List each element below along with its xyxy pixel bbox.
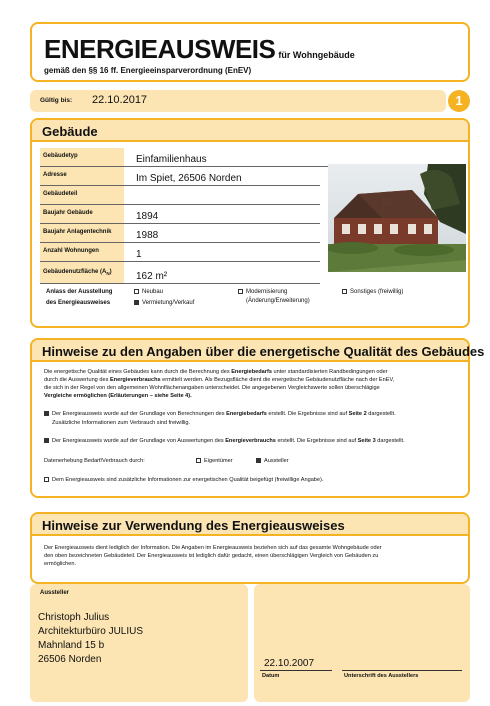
- aussteller-box: [30, 584, 248, 702]
- row-label: Baujahr Gebäude: [40, 205, 124, 223]
- checkbox-box[interactable]: [196, 458, 201, 463]
- aussteller-street: Mahnland 15 b: [38, 640, 105, 651]
- title-line: [44, 34, 355, 65]
- anlass-label: Anlass der Ausstellung des Energieausweises: [46, 289, 113, 306]
- checkbox-aussteller[interactable]: Aussteller: [256, 457, 289, 466]
- checkbox-verbrauch[interactable]: Der Energieausweis wurde auf der Grundlage von Auswertungen des Energieverbrauchs erstellt. Die Ergebnisse sind auf Seite 3 dargestellt.: [44, 437, 405, 446]
- validity-label: Gültig bis:: [40, 97, 73, 104]
- row-label: Baujahr Anlagentechnik: [40, 224, 124, 242]
- row-label: Gebäudeteil: [40, 186, 124, 204]
- checkbox-box[interactable]: [238, 289, 243, 294]
- row-anzahl-wohnungen: [40, 243, 320, 262]
- checkbox-zusatz[interactable]: Dem Energieausweis sind zusätzliche Informationen zur energetischen Qualität beigefügt (freiwillige Angabe).: [44, 476, 323, 485]
- building-photo: [328, 164, 466, 272]
- checkbox-box[interactable]: [342, 289, 347, 294]
- checkbox-vermietung[interactable]: Vermietung/Verkauf: [134, 299, 194, 308]
- section-header: [32, 120, 468, 142]
- date-line: [260, 670, 332, 671]
- page-number-badge: 1: [448, 90, 470, 112]
- document-title-suffix: für Wohngebäude: [278, 50, 355, 60]
- section-hinweise-angaben: [30, 338, 485, 498]
- intro-paragraph: Die energetische Qualität eines Gebäudes kann durch die Berechnung des Energiebedarfs unter standardisierten Randbedingungen oder durch die Auswertung des Energieverbrauchs ermittelt werden. Als Bezugsfläche dient die energetische Gebäudenutzfläche nach der EnEV, die sich in der Regel von den allgemeinen Wohnflächenangaben unterscheidet. Die angegebenen Vergleichswerte sollen überschlägige Vergleiche ermöglichen (Erläuterungen – siehe Seite 4).: [44, 369, 395, 399]
- row-value: 1894: [136, 211, 159, 222]
- checkbox-box-checked[interactable]: [44, 411, 49, 416]
- row-value: 1: [136, 249, 142, 260]
- section-header: [32, 340, 485, 362]
- checkbox-box-checked[interactable]: [134, 300, 139, 305]
- aussteller-city: 26506 Norden: [38, 654, 102, 665]
- row-gebaeudeteil: [40, 186, 320, 205]
- row-baujahr-anlagentechnik: [40, 224, 320, 243]
- row-label: Anzahl Wohnungen: [40, 243, 124, 261]
- row-label: Gebäudetyp: [40, 148, 124, 166]
- validity-date: 22.10.2017: [92, 94, 148, 106]
- verwendung-paragraph: Der Energieausweis dient lediglich der Information. Die Angaben im Energieausweis beziehen sich auf das gesamte Wohngebäude oder den oben bezeichneten Gebäudeteil. Der Energieausweis ist lediglich dafür gedacht, einen überschlägigen Vergleich von Gebäuden zu ermöglichen.: [44, 545, 382, 567]
- checkbox-box-checked[interactable]: [44, 438, 49, 443]
- checkbox-neubau[interactable]: Neubau: [134, 288, 163, 297]
- signature-label: Unterschrift des Ausstellers: [344, 673, 419, 679]
- row-adresse: [40, 167, 320, 186]
- validity-bar: [30, 90, 446, 112]
- datenerhebung-label: Datenerhebung Bedarf/Verbrauch durch:: [44, 458, 145, 464]
- checkbox-box[interactable]: [44, 477, 49, 482]
- aussteller-name: Christoph Julius: [38, 612, 110, 623]
- section-header: [32, 514, 468, 536]
- document-header: [30, 22, 470, 82]
- row-value: 1988: [136, 230, 159, 241]
- document-subtitle: gemäß den §§ 16 ff. Energieeinsparverordnung (EnEV): [44, 66, 252, 75]
- signature-box: [254, 584, 470, 702]
- row-value: 162 m²: [136, 271, 168, 282]
- checkbox-box[interactable]: [134, 289, 139, 294]
- document-title: ENERGIEAUSWEIS: [44, 34, 276, 64]
- row-nutzflaeche: [40, 262, 320, 284]
- row-label: Gebäudenutzfläche $(A_N)$: [40, 262, 124, 283]
- checkbox-modernisierung[interactable]: Modernisierung (Änderung/Erweiterung): [238, 288, 310, 306]
- checkbox-bedarf[interactable]: Der Energieausweis wurde auf der Grundlage von Berechnungen des Energiebedarfs erstellt. Die Ergebnisse sind auf Seite 2 dargestellt. Zusätzliche Informationen zum Verbrauch sind freiwillig.: [44, 410, 396, 428]
- row-value: Einfamilienhaus: [136, 154, 207, 165]
- aussteller-label: Aussteller: [40, 590, 70, 596]
- signature-line: [342, 670, 462, 671]
- row-baujahr-gebaeude: [40, 205, 320, 224]
- section-title-hinweise: Hinweise zu den Angaben über die energetische Qualität des Gebäudes: [42, 344, 485, 359]
- row-label: Adresse: [40, 167, 124, 185]
- checkbox-sonstiges[interactable]: Sonstiges (freiwillig): [342, 288, 403, 297]
- checkbox-box-checked[interactable]: [256, 458, 261, 463]
- section-gebaeude: [30, 118, 470, 328]
- section-hinweise-verwendung: [30, 512, 470, 584]
- date-label: Datum: [262, 673, 280, 679]
- row-value: Im Spiet, 26506 Norden: [136, 173, 242, 184]
- row-gebaeudetyp: [40, 148, 356, 167]
- aussteller-firm: Architekturbüro JULIUS: [38, 626, 144, 637]
- section-title-verwendung: Hinweise zur Verwendung des Energieausweises: [42, 518, 345, 533]
- signature-date: 22.10.2007: [264, 658, 315, 669]
- section-title-gebaeude: Gebäude: [42, 124, 98, 139]
- checkbox-eigentuemer[interactable]: Eigentümer: [196, 457, 233, 466]
